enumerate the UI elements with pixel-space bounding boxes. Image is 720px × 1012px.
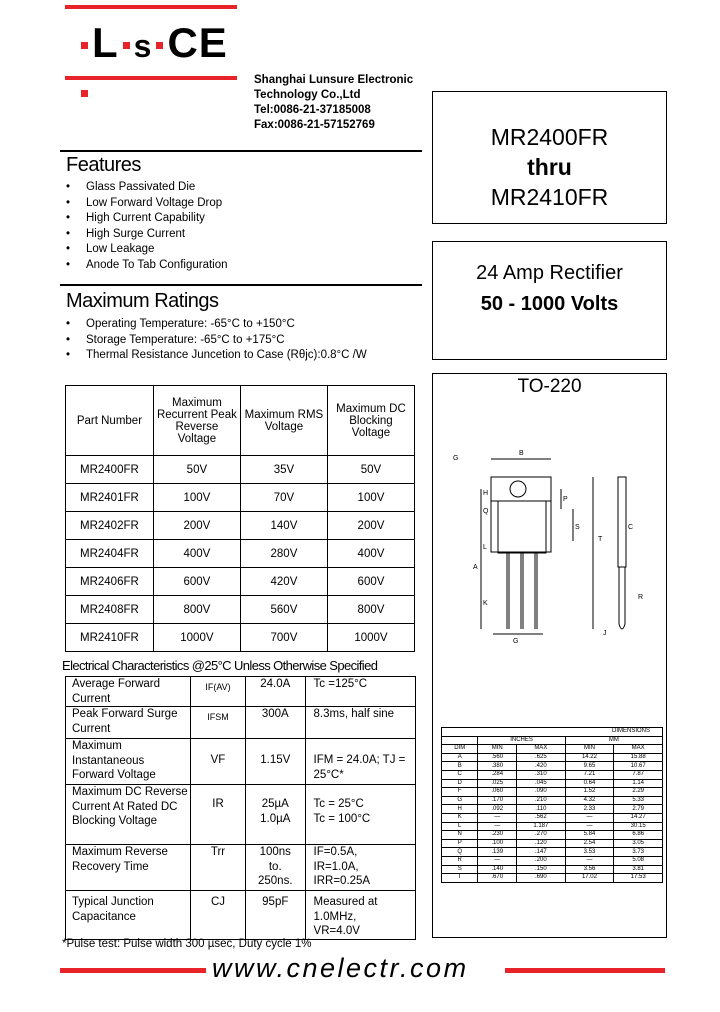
- table-row: K — .562 — 14.27: [442, 813, 663, 822]
- part-thru: thru: [527, 154, 572, 180]
- table-row: Q .139 .147 3.53 3.73: [442, 848, 663, 857]
- table-row: T .670 .690 17.02 17.53: [442, 874, 663, 883]
- table-row: MR2400FR 50V 35V 50V: [66, 456, 415, 484]
- table-header: Maximum Recurrent Peak Reverse Voltage: [153, 386, 240, 456]
- logo-text: L s CE: [77, 19, 237, 115]
- logo-top-bar: [65, 5, 237, 9]
- table-row: N .230 .270 5.84 6.86: [442, 831, 663, 840]
- table-row: Maximum Instantaneous Forward Voltage VF 1.15V IFM = 24.0A; TJ = 25°C*: [66, 739, 416, 785]
- max-ratings-title: Maximum Ratings: [66, 290, 219, 312]
- svg-text:J: J: [603, 630, 607, 637]
- table-row: Maximum DC Reverse Current At Rated DC Blocking Voltage IR 25µA 1.0µA Tc = 25°C Tc = 100°C: [66, 785, 416, 845]
- table-row: MR2408FR 800V 560V 800V: [66, 596, 415, 624]
- svg-text:H: H: [483, 490, 489, 497]
- company-fax: Fax:0086-21-57152769: [254, 119, 375, 131]
- rating-box: [432, 241, 667, 360]
- table-row: R — .200 — 5.08: [442, 856, 663, 865]
- pulse-note: *Pulse test: Pulse width 300 µsec, Duty cycle 1%: [62, 938, 312, 950]
- company-info: [254, 73, 413, 133]
- table-row: H .092 .110 2.33 2.79: [442, 805, 663, 814]
- svg-text:S: S: [575, 524, 580, 531]
- package-box: [432, 373, 667, 938]
- list-item: • Operating Temperature: -65°C to +150°C: [64, 317, 367, 333]
- part-title-box: [432, 91, 667, 224]
- table-header: Part Number: [66, 386, 154, 456]
- package-drawing: [443, 429, 655, 649]
- table-row: F .060 .090 1.52 2.29: [442, 788, 663, 797]
- table-row: MR2404FR 400V 280V 400V: [66, 540, 415, 568]
- list-item: • Anode To Tab Configuration: [64, 258, 228, 274]
- table-row: Peak Forward Surge Current IFSM 300A 8.3ms, half sine: [66, 707, 416, 739]
- footer-line-right: [505, 968, 665, 973]
- company-name: Shanghai Lunsure Electronic: [254, 74, 414, 86]
- table-header: Maximum RMS Voltage: [240, 386, 327, 456]
- svg-text:C: C: [628, 524, 634, 531]
- part-from: MR2400FR: [490, 124, 609, 150]
- rating-voltage: 50 - 1000 Volts: [480, 293, 619, 315]
- rating-current: 24 Amp Rectifier: [476, 262, 623, 284]
- divider: [60, 150, 422, 152]
- svg-text:G: G: [513, 638, 519, 645]
- svg-text:G: G: [453, 455, 459, 462]
- table-header: Maximum DC Blocking Voltage: [327, 386, 414, 456]
- company-tel: Tel:0086-21-37185008: [254, 104, 371, 116]
- divider: [60, 284, 422, 286]
- table-row: MR2406FR 600V 420V 600V: [66, 568, 415, 596]
- svg-text:L: L: [483, 544, 487, 551]
- dimensions-table: DIMENSIONS INCHES MM DIM MIN MAX MIN MAX A .560 .625 14.22 15.88 B .380 .420 9.65 10.67 C .284 .310 7.21 7.87 D .025 .045 0.64 1.14 F .060 .090 1.52 2.29 G .170 .210 4.32 5.33 H .092 .110 2.33 2.79 K — .562 — 14.27 L — 1.187 — 30.15 N .230 .270 5.84 6.86 P .100 .120 2.54 3.05 Q .139 .147 3.53 3.73 R — .200 — 5.08 S .140 .150 3.56 3.81 T .670 .690 17.02 17.53: [441, 727, 663, 883]
- max-ratings-list: [64, 317, 367, 364]
- footer-url[interactable]: www.cnelectr.com: [212, 953, 469, 983]
- table-row: D .025 .045 0.64 1.14: [442, 779, 663, 788]
- svg-text:T: T: [598, 536, 603, 543]
- electrical-table: [65, 676, 416, 940]
- footer-line-left: [60, 968, 206, 973]
- table-row: Maximum Reverse Recovery Time Trr 100ns to. 250ns. IF=0.5A, IR=1.0A, IRR=0.25A: [66, 845, 416, 891]
- company-name-2: Technology Co.,Ltd: [254, 89, 361, 101]
- table-row: C .284 .310 7.21 7.87: [442, 770, 663, 779]
- part-to: MR2410FR: [490, 184, 609, 210]
- svg-text:P: P: [563, 496, 568, 503]
- svg-text:K: K: [483, 600, 488, 607]
- logo: [65, 5, 237, 80]
- table-row: Average Forward Current IF(AV) 24.0A Tc =125°C: [66, 677, 416, 707]
- ratings-table: [65, 385, 415, 652]
- list-item: • Glass Passivated Die: [64, 180, 228, 196]
- table-row: MR2402FR 200V 140V 200V: [66, 512, 415, 540]
- table-row: L — 1.187 — 30.15: [442, 822, 663, 831]
- svg-text:R: R: [638, 594, 644, 601]
- logo-bottom-bar: [65, 76, 237, 80]
- svg-text:A: A: [473, 564, 478, 571]
- svg-text:Q: Q: [483, 508, 489, 515]
- table-row: A .560 .625 14.22 15.88: [442, 753, 663, 762]
- svg-text:B: B: [519, 450, 524, 457]
- dimensions-title: DIMENSIONS: [442, 728, 663, 737]
- table-row: P .100 .120 2.54 3.05: [442, 839, 663, 848]
- features-list: [64, 180, 228, 274]
- table-row: S .140 .150 3.56 3.81: [442, 865, 663, 874]
- package-name: TO-220: [517, 376, 582, 397]
- list-item: • Storage Temperature: -65°C to +175°C: [64, 333, 367, 349]
- table-row: B .380 .420 9.65 10.67: [442, 762, 663, 771]
- list-item: • Low Forward Voltage Drop: [64, 196, 228, 212]
- table-row: G .170 .210 4.32 5.33: [442, 796, 663, 805]
- table-row: Typical Junction Capacitance CJ 95pF Measured at 1.0MHz, VR=4.0V: [66, 891, 416, 940]
- electrical-title: Electrical Characteristics @25°C Unless Otherwise Specified: [62, 658, 378, 673]
- table-row: MR2410FR 1000V 700V 1000V: [66, 624, 415, 652]
- list-item: • Low Leakage: [64, 242, 228, 258]
- table-row: MR2401FR 100V 70V 100V: [66, 484, 415, 512]
- list-item: • Thermal Resistance Juncetion to Case (Rθjc):0.8°C /W: [64, 348, 367, 364]
- features-title: Features: [66, 154, 141, 176]
- list-item: • High Current Capability: [64, 211, 228, 227]
- list-item: • High Surge Current: [64, 227, 228, 243]
